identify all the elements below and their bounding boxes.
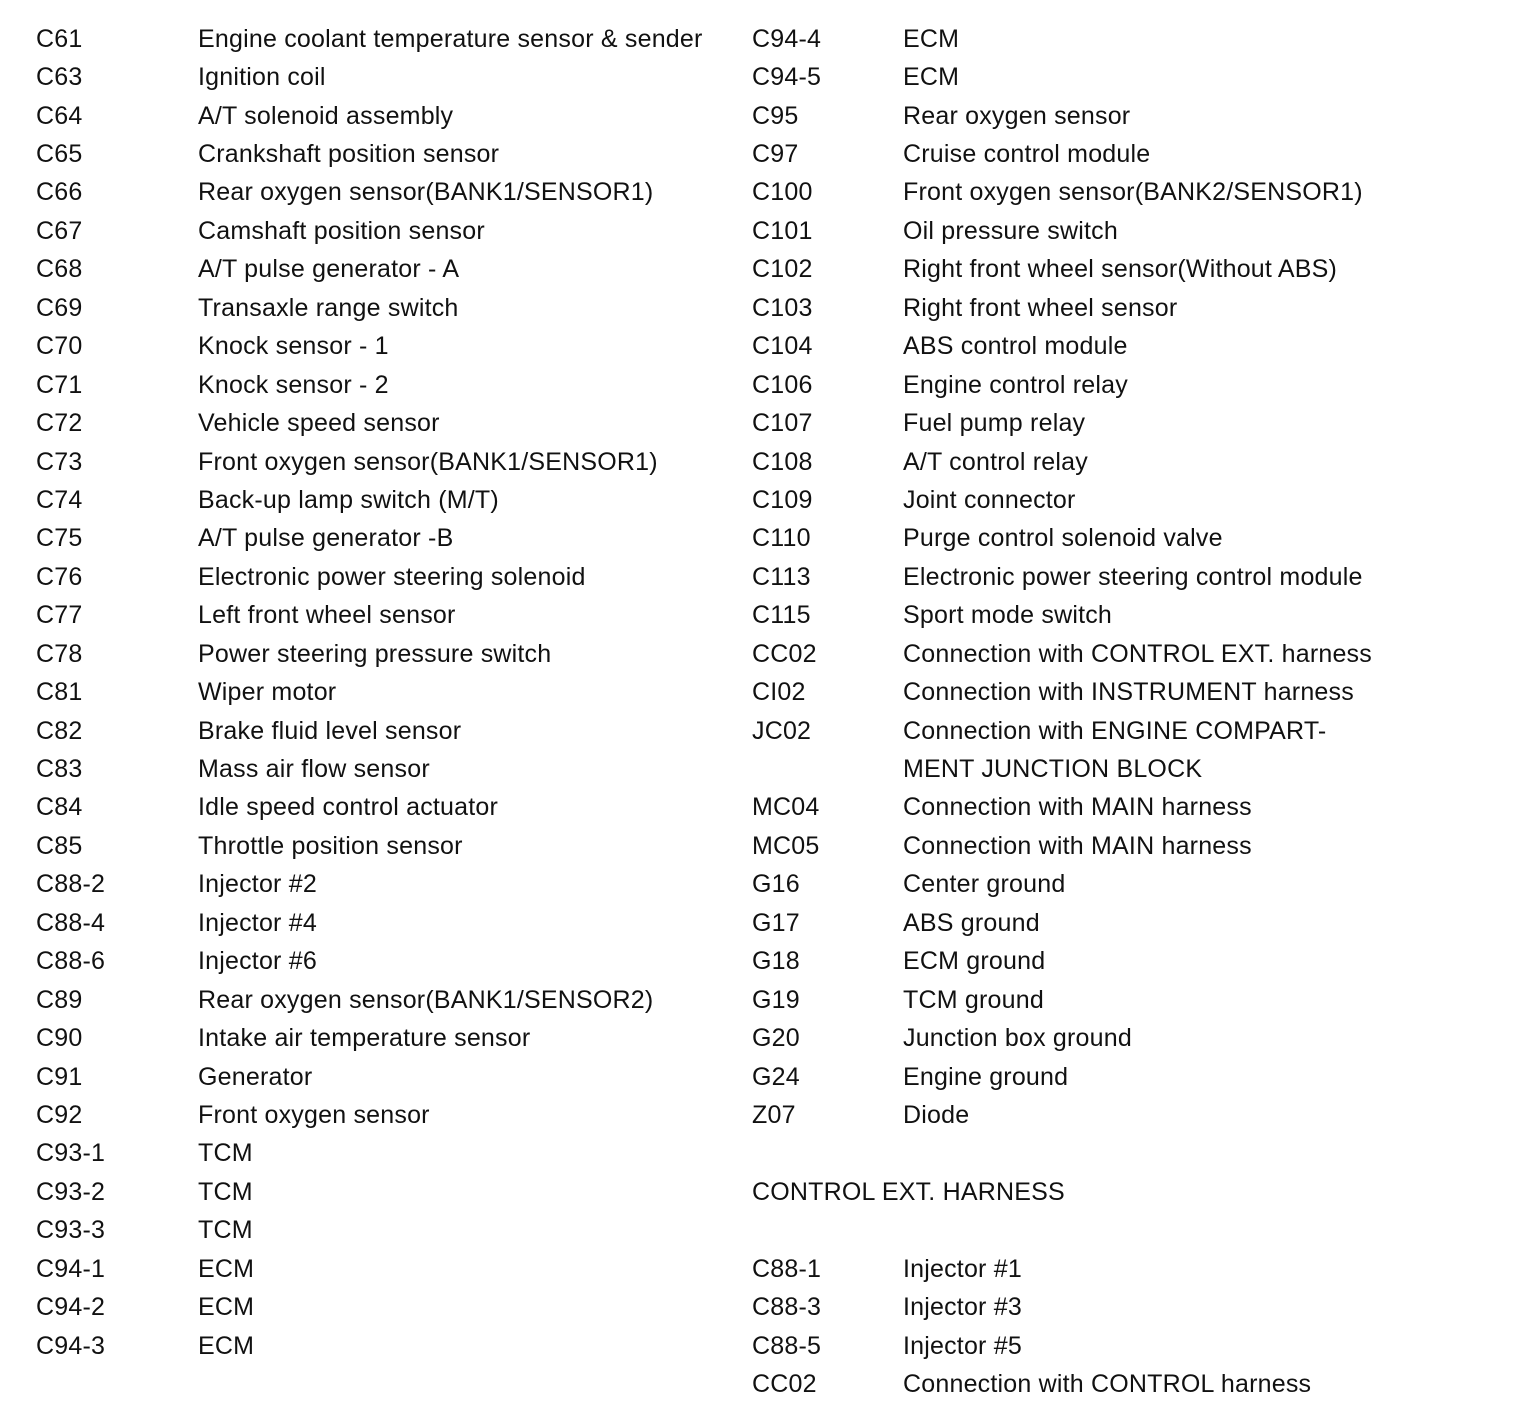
connector-row [752, 1327, 1522, 1365]
connector-code: C104 [752, 332, 813, 361]
connector-code: MC04 [752, 793, 820, 822]
connector-row [752, 97, 1522, 135]
connector-code: C90 [36, 1024, 83, 1053]
connector-description: Engine control relay [903, 370, 1128, 399]
connector-description: Transaxle range switch [198, 293, 459, 322]
connector-code: C85 [36, 831, 83, 860]
right-column [752, 20, 1522, 1404]
connector-description: Injector #4 [198, 908, 317, 937]
connector-code: C67 [36, 216, 83, 245]
connector-row [752, 251, 1522, 289]
connector-row [36, 404, 746, 442]
connector-description: A/T pulse generator - A [198, 255, 460, 284]
connector-row [36, 1096, 746, 1134]
connector-row [36, 597, 746, 635]
connector-row [36, 1019, 746, 1057]
connector-row [36, 328, 746, 366]
section-heading: CONTROL EXT. HARNESS [752, 1177, 1065, 1206]
connector-description: Vehicle speed sensor [198, 409, 440, 438]
connector-description: Intake air temperature sensor [198, 1024, 531, 1053]
blank-line [752, 1135, 1522, 1173]
connector-row [36, 520, 746, 558]
connector-row [36, 866, 746, 904]
connector-description: Connection with CONTROL EXT. harness [903, 639, 1372, 668]
connector-description: ABS ground [903, 908, 1040, 937]
connector-description: Right front wheel sensor [903, 293, 1178, 322]
connector-row [752, 520, 1522, 558]
connector-description: ECM [903, 24, 960, 53]
connector-row [36, 750, 746, 788]
connector-row [36, 443, 746, 481]
connector-code: C66 [36, 178, 83, 207]
connector-row [752, 1058, 1522, 1096]
connector-row [36, 251, 746, 289]
connector-description: Injector #1 [903, 1254, 1022, 1283]
connector-description: Knock sensor - 2 [198, 370, 389, 399]
connector-code: C88-5 [752, 1331, 822, 1360]
connector-code: C77 [36, 601, 83, 630]
connector-code: C94-3 [36, 1331, 106, 1360]
connector-description: Injector #6 [198, 947, 317, 976]
connector-description: Rear oxygen sensor [903, 101, 1131, 130]
connector-description: Throttle position sensor [198, 831, 463, 860]
connector-row [752, 904, 1522, 942]
connector-code: C94-4 [752, 24, 822, 53]
connector-code: C97 [752, 140, 799, 169]
connector-row [752, 789, 1522, 827]
connector-code: C71 [36, 370, 83, 399]
connector-code: C103 [752, 293, 813, 322]
connector-code: G16 [752, 870, 800, 899]
connector-row [752, 135, 1522, 173]
connector-description: Connection with CONTROL harness [903, 1370, 1312, 1399]
connector-code: C61 [36, 24, 83, 53]
connector-row [752, 366, 1522, 404]
connector-description: Fuel pump relay [903, 409, 1086, 438]
connector-description: TCM ground [903, 985, 1044, 1014]
connector-row [752, 174, 1522, 212]
connector-row [752, 1096, 1522, 1134]
connector-description: Junction box ground [903, 1024, 1132, 1053]
connector-row [36, 481, 746, 519]
connector-code: C89 [36, 985, 83, 1014]
blank-line [752, 1212, 1522, 1250]
connector-row [752, 866, 1522, 904]
connector-row [752, 289, 1522, 327]
connector-code: G18 [752, 947, 800, 976]
connector-description: Electronic power steering control module [903, 562, 1363, 591]
connector-description: Back-up lamp switch (M/T) [198, 485, 499, 514]
connector-description: Idle speed control actuator [198, 793, 499, 822]
connector-row [752, 597, 1522, 635]
connector-code: C78 [36, 639, 83, 668]
connector-description: ABS control module [903, 332, 1128, 361]
connector-description: Connection with MAIN harness [903, 793, 1252, 822]
connector-description: Purge control solenoid valve [903, 524, 1223, 553]
connector-description: Brake fluid level sensor [198, 716, 462, 745]
connector-code: G20 [752, 1024, 800, 1053]
connector-description: ECM [903, 63, 960, 92]
connector-row [36, 558, 746, 596]
left-column [36, 20, 746, 1365]
connector-code: C75 [36, 524, 83, 553]
connector-description: Joint connector [903, 485, 1076, 514]
connector-code: C94-5 [752, 63, 822, 92]
connector-row [752, 750, 1522, 788]
connector-description: A/T control relay [903, 447, 1088, 476]
connector-code: C88-4 [36, 908, 106, 937]
connector-description: Connection with MAIN harness [903, 831, 1252, 860]
connector-code: C95 [752, 101, 799, 130]
connector-row [36, 289, 746, 327]
connector-code: C94-1 [36, 1254, 106, 1283]
connector-row [36, 904, 746, 942]
connector-code: C101 [752, 216, 813, 245]
connector-code: Z07 [752, 1100, 796, 1129]
connector-row [752, 481, 1522, 519]
connector-description: TCM [198, 1177, 253, 1206]
connector-code: C68 [36, 255, 83, 284]
connector-row [36, 943, 746, 981]
connector-description: MENT JUNCTION BLOCK [903, 755, 1203, 784]
connector-description: Crankshaft position sensor [198, 140, 500, 169]
connector-code: C69 [36, 293, 83, 322]
connector-row [752, 212, 1522, 250]
connector-code: CC02 [752, 639, 817, 668]
connector-description: ECM ground [903, 947, 1046, 976]
connector-row [752, 673, 1522, 711]
connector-row [752, 1365, 1522, 1403]
connector-code: C109 [752, 485, 813, 514]
connector-description: Front oxygen sensor(BANK2/SENSOR1) [903, 178, 1363, 207]
connector-code: C115 [752, 601, 811, 630]
connector-code: C84 [36, 793, 83, 822]
connector-code: G24 [752, 1062, 800, 1091]
connector-code: C100 [752, 178, 813, 207]
connector-code: C107 [752, 409, 813, 438]
connector-code: G17 [752, 908, 800, 937]
connector-description: Cruise control module [903, 140, 1151, 169]
connector-row [36, 635, 746, 673]
connector-description: Engine ground [903, 1062, 1069, 1091]
connector-row [752, 328, 1522, 366]
connector-description: Rear oxygen sensor(BANK1/SENSOR2) [198, 985, 654, 1014]
connector-description: Ignition coil [198, 63, 326, 92]
connector-description: Engine coolant temperature sensor & sender [198, 24, 703, 53]
connector-description: TCM [198, 1139, 253, 1168]
connector-description: TCM [198, 1216, 253, 1245]
connector-row [36, 789, 746, 827]
connector-row [36, 97, 746, 135]
connector-row [36, 1327, 746, 1365]
connector-row [36, 212, 746, 250]
connector-description: Center ground [903, 870, 1066, 899]
connector-description: Injector #2 [198, 870, 317, 899]
connector-code: C93-1 [36, 1139, 106, 1168]
connector-code: C92 [36, 1100, 83, 1129]
connector-row [36, 827, 746, 865]
connector-row [36, 1212, 746, 1250]
connector-code: C73 [36, 447, 83, 476]
connector-code: MC05 [752, 831, 820, 860]
connector-row [752, 558, 1522, 596]
connector-code: C113 [752, 562, 811, 591]
connector-code: C106 [752, 370, 813, 399]
connector-code: C88-1 [752, 1254, 822, 1283]
connector-description: Generator [198, 1062, 313, 1091]
connector-row [36, 1058, 746, 1096]
connector-description: A/T solenoid assembly [198, 101, 454, 130]
connector-code: C74 [36, 485, 83, 514]
connector-row [36, 1288, 746, 1326]
connector-description: Diode [903, 1100, 970, 1129]
connector-code: C65 [36, 140, 83, 169]
connector-code: C72 [36, 409, 83, 438]
connector-description: Right front wheel sensor(Without ABS) [903, 255, 1337, 284]
connector-code: C70 [36, 332, 83, 361]
connector-code: C108 [752, 447, 813, 476]
connector-row [752, 1019, 1522, 1057]
connector-row [36, 174, 746, 212]
connector-row [752, 1288, 1522, 1326]
connector-description: ECM [198, 1331, 255, 1360]
connector-row [752, 827, 1522, 865]
connector-description: Wiper motor [198, 678, 337, 707]
connector-code: C76 [36, 562, 83, 591]
connector-code: C63 [36, 63, 83, 92]
connector-code: C64 [36, 101, 83, 130]
connector-code: C93-2 [36, 1177, 106, 1206]
connector-code: C81 [36, 678, 83, 707]
connector-code: C83 [36, 755, 83, 784]
connector-code: C88-3 [752, 1293, 822, 1322]
connector-description: Power steering pressure switch [198, 639, 552, 668]
connector-description: ECM [198, 1254, 255, 1283]
connector-description: Camshaft position sensor [198, 216, 485, 245]
connector-code: C88-2 [36, 870, 106, 899]
connector-description: Mass air flow sensor [198, 755, 430, 784]
connector-code: C88-6 [36, 947, 106, 976]
connector-code: C102 [752, 255, 813, 284]
connector-row [36, 135, 746, 173]
connector-code: C110 [752, 524, 811, 553]
connector-code: C94-2 [36, 1293, 106, 1322]
connector-description: Left front wheel sensor [198, 601, 456, 630]
connector-row [752, 981, 1522, 1019]
connector-description: Connection with INSTRUMENT harness [903, 678, 1354, 707]
connector-row [36, 981, 746, 1019]
connector-code: G19 [752, 985, 800, 1014]
connector-row [36, 712, 746, 750]
connector-description: Oil pressure switch [903, 216, 1118, 245]
connector-row [36, 58, 746, 96]
connector-description: Front oxygen sensor [198, 1100, 430, 1129]
connector-description: Sport mode switch [903, 601, 1113, 630]
connector-row [752, 635, 1522, 673]
connector-description: Knock sensor - 1 [198, 332, 389, 361]
connector-description: Injector #5 [903, 1331, 1022, 1360]
connector-row [752, 712, 1522, 750]
connector-description: Front oxygen sensor(BANK1/SENSOR1) [198, 447, 658, 476]
connector-description: Injector #3 [903, 1293, 1022, 1322]
connector-row [36, 366, 746, 404]
connector-row [36, 1250, 746, 1288]
connector-row [36, 673, 746, 711]
connector-code: CI02 [752, 678, 806, 707]
connector-code: C91 [36, 1062, 83, 1091]
connector-code: C82 [36, 716, 83, 745]
connector-description: Electronic power steering solenoid [198, 562, 586, 591]
connector-code: JC02 [752, 716, 812, 745]
connector-code: C93-3 [36, 1216, 106, 1245]
connector-row [752, 20, 1522, 58]
connector-row [752, 943, 1522, 981]
connector-description: Connection with ENGINE COMPART- [903, 716, 1327, 745]
connector-row [752, 58, 1522, 96]
connector-row [36, 1173, 746, 1211]
connector-row [36, 1135, 746, 1173]
connector-code: CC02 [752, 1370, 817, 1399]
connector-row [752, 443, 1522, 481]
connector-description: A/T pulse generator -B [198, 524, 454, 553]
connector-description: ECM [198, 1293, 255, 1322]
connector-row [36, 20, 746, 58]
connector-row [752, 1250, 1522, 1288]
connector-description: Rear oxygen sensor(BANK1/SENSOR1) [198, 178, 654, 207]
connector-row [752, 404, 1522, 442]
